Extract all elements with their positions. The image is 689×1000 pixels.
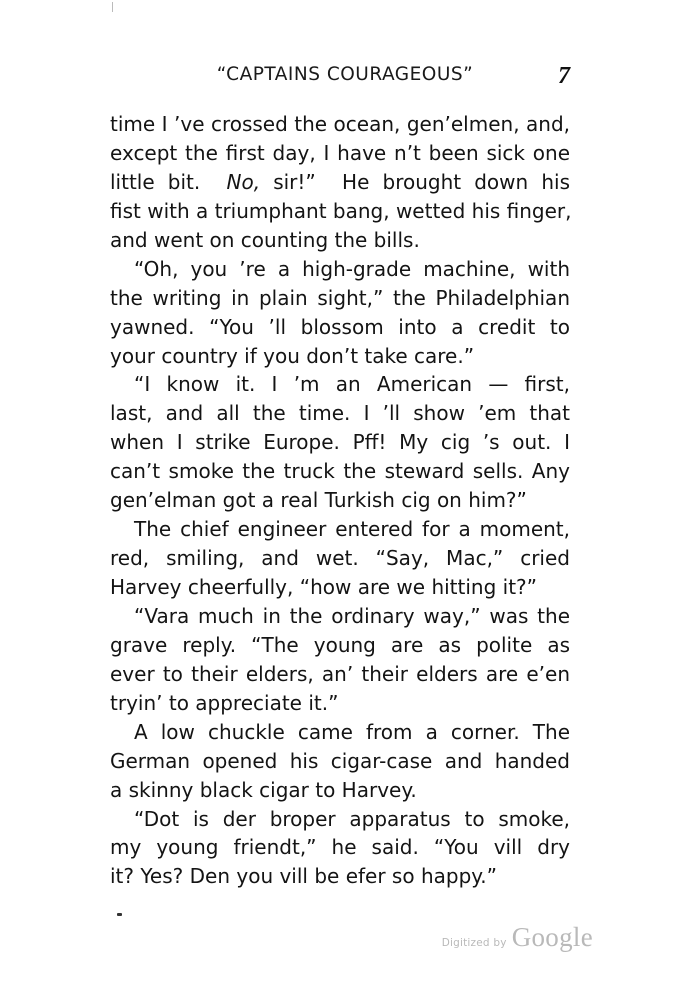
page-number: 7 [558,63,570,89]
text-line: and went on counting the bills. [110,227,420,252]
text-line: a skinny black cigar to Harvey. [110,777,417,802]
running-title: “CAPTAINS COURAGEOUS” [216,64,474,85]
body-text [110,110,570,891]
text-line: A low chuckle came from a corner. The [134,719,570,744]
text-line: The chief engineer entered for a moment, [134,517,570,542]
text-line: your country if you don’t take care.” [110,343,475,368]
text-line: German opened his cigar-case and handed [110,748,570,773]
text-line: last, and all the time. I ’ll show ’em that [110,401,570,426]
text-line: “I know it. I ’m an American — first, [134,372,570,397]
text-line: gen’elman got a real Turkish cig on him?” [110,488,527,513]
text-line: ever to their elders, an’ their elders are e’en [110,661,570,686]
text-line: time I ’ve crossed the ocean, gen’elmen, and, [110,112,570,136]
text-line: fist with a triumphant bang, wetted his finger, [110,198,572,223]
text-line: “Dot is der broper apparatus to smoke, [134,806,570,831]
text-line: “Oh, you ’re a high-grade machine, with [134,256,570,281]
text-line: “Vara much in the ordinary way,” was the [134,603,570,628]
text-line: can’t smoke the truck the steward sells. Any [110,459,570,484]
google-logo: Google [511,922,593,952]
text-line: my young friendt,” he said. “You vill dry [110,835,570,860]
scan-mark [112,2,113,12]
text-line: yawned. “You ’ll blossom into a credit to [110,314,570,339]
text-line-italic-no: little bit. No, sir!” He brought down his [110,169,570,194]
text-line: Harvey cheerfully, “how are we hitting it?” [110,575,538,599]
text-line: except the first day, I have n’t been sick one [110,140,570,165]
text-line: when I strike Europe. Pff! My cig ’s out. I [110,430,570,455]
text-line: red, smiling, and wet. “Say, Mac,” cried [110,546,570,571]
running-head [110,64,580,94]
digitized-watermark [442,922,593,953]
text-line: grave reply. “The young are as polite as [110,632,570,657]
watermark-prefix: Digitized by [441,937,507,949]
ink-speck [117,913,122,916]
text-line: tryin’ to appreciate it.” [110,690,339,715]
text-line: it? Yes? Den you vill be efer so happy.” [110,864,497,889]
text-line: the writing in plain sight,” the Philadelphian [110,285,570,310]
